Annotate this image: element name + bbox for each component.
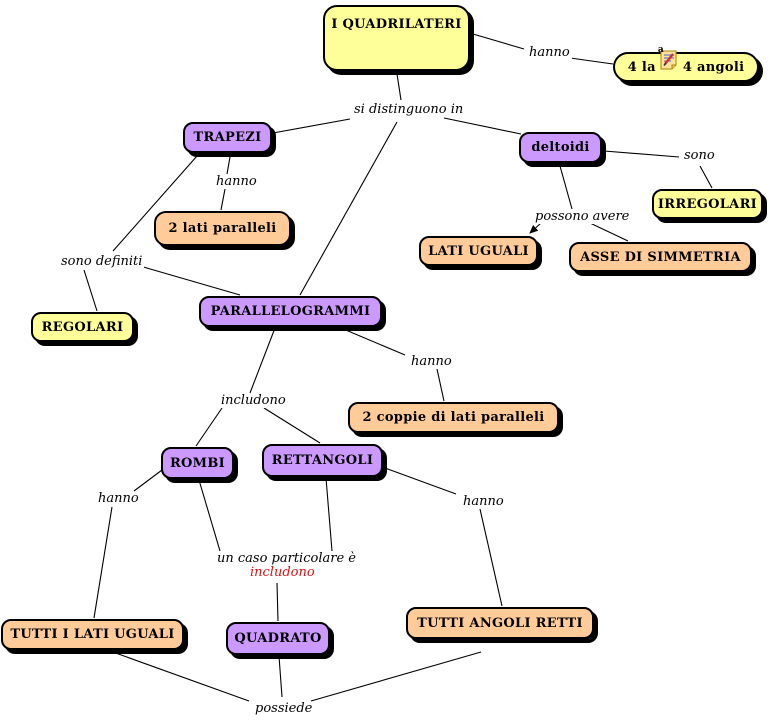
edge-hanno-5-to-tutti-angoli-retti [480, 509, 502, 606]
edge-includono-1-to-rombi [196, 408, 222, 446]
edge-si-distinguono-in-to-parallelogrammi [300, 122, 397, 295]
edge-label-sono: sono [684, 148, 715, 163]
edge-label-possono-avere: possono avere [535, 209, 630, 224]
node-label: TRAPEZI [193, 130, 262, 145]
edge-label-hanno-1: hanno [529, 45, 570, 60]
edge-i-quadrilateri-to-si-distinguono-in [397, 74, 401, 100]
edge-si-distinguono-in-to-deltoidi [444, 118, 521, 134]
node-rettangoli[interactable] [262, 444, 383, 477]
edge-hanno-2-to-due-lati-paralleli [221, 189, 225, 210]
node-label-right: 4 angoli [682, 59, 745, 75]
node-label: IRREGOLARI [657, 196, 758, 212]
node-tutti-angoli-retti[interactable] [406, 607, 594, 639]
edge-sono-definiti-to-regolari [84, 270, 97, 311]
node-asse-di-simmetria[interactable] [569, 242, 752, 272]
edge-label-si-distinguono-in: si distinguono in [354, 102, 464, 117]
node-deltoidi[interactable] [519, 132, 602, 163]
edge-label-includono-2: includono [250, 565, 315, 580]
edge-quadrato-to-possiede [279, 656, 282, 697]
edge-includono-1-to-rettangoli [264, 408, 320, 443]
edge-tutti-i-lati-uguali-to-possiede [110, 651, 249, 701]
edge-si-distinguono-in-to-trapezi [273, 119, 350, 133]
edge-hanno-3-to-due-coppie-di-lati-paralleli [437, 369, 444, 401]
node-trapezi[interactable] [183, 122, 272, 153]
node-label: ROMBI [169, 455, 226, 471]
annotation-superscript: a [657, 45, 664, 55]
node-label: REGOLARI [41, 319, 124, 335]
edge-label-includono-1: includono [221, 393, 286, 408]
node-label: TUTTI I LATI UGUALI [10, 627, 175, 642]
node-label-left: 4 la [627, 59, 656, 75]
node-irregolari[interactable] [652, 189, 763, 219]
node-label: I QUADRILATERI [331, 17, 462, 32]
node-label: TUTTI ANGOLI RETTI [417, 615, 583, 631]
edge-possono-avere-to-asse-di-simmetria [590, 223, 628, 241]
edge-parallelogrammi-to-includono-1 [250, 328, 275, 393]
edge-label-hanno-3: hanno [411, 354, 452, 369]
node-label: 2 coppie di lati paralleli [362, 410, 545, 425]
edge-label-hanno-4: hanno [98, 491, 139, 506]
node-label: PARALLELOGRAMMI [210, 304, 371, 319]
edge-rettangoli-to-hanno-5 [385, 468, 456, 494]
edge-rettangoli-to-un-caso-particolare-e [326, 478, 332, 551]
node-due-lati-paralleli[interactable] [154, 211, 291, 246]
node-label: ASSE DI SIMMETRIA [580, 249, 741, 265]
node-lati-uguali[interactable] [419, 236, 538, 266]
node-i-quadrilateri[interactable] [323, 5, 470, 71]
edge-i-quadrilateri-to-hanno-1 [473, 34, 524, 49]
node-label: 2 lati paralleli [168, 221, 277, 236]
node-label: RETTANGOLI [271, 453, 374, 468]
node-label: deltoidi [531, 140, 590, 155]
node-rombi[interactable] [161, 447, 234, 479]
edge-rombi-to-hanno-4 [134, 470, 162, 491]
edge-possono-avere-to-lati-uguali [530, 223, 541, 233]
edge-label-sono-definiti: sono definiti [61, 254, 143, 269]
edge-label-un-caso-particolare-e: un caso particolare è [217, 551, 356, 566]
node-quadrato[interactable] [226, 622, 330, 655]
annotation-note-icon[interactable] [657, 45, 682, 73]
edge-rombi-to-un-caso-particolare-e [199, 480, 220, 551]
node-regolari[interactable] [31, 312, 134, 342]
node-label: QUADRATO [234, 631, 322, 646]
node-label: LATI UGUALI [428, 243, 529, 259]
edge-trapezi-to-hanno-2 [227, 157, 230, 174]
edge-label-hanno-5: hanno [463, 494, 504, 509]
edge-includono-2-to-quadrato [277, 583, 278, 621]
edge-possiede-to-tutti-angoli-retti [311, 652, 481, 701]
edge-sono-definiti-to-parallelogrammi [133, 264, 240, 295]
node-due-coppie-di-lati-paralleli[interactable] [348, 402, 559, 433]
edge-sono-to-irregolari [700, 166, 712, 188]
edge-parallelogrammi-to-hanno-3 [341, 328, 405, 355]
node-parallelogrammi[interactable] [199, 296, 382, 327]
node-quattro-lati-quattro-angoli[interactable] [613, 45, 759, 82]
edge-hanno-4-to-tutti-i-lati-uguali [94, 507, 112, 618]
edge-label-hanno-2: hanno [216, 174, 257, 189]
node-tutti-i-lati-uguali[interactable] [1, 619, 184, 650]
edge-deltoidi-to-sono [604, 151, 679, 157]
edge-label-possiede: possiede [255, 701, 313, 716]
edge-deltoidi-to-possono-avere [560, 166, 572, 209]
